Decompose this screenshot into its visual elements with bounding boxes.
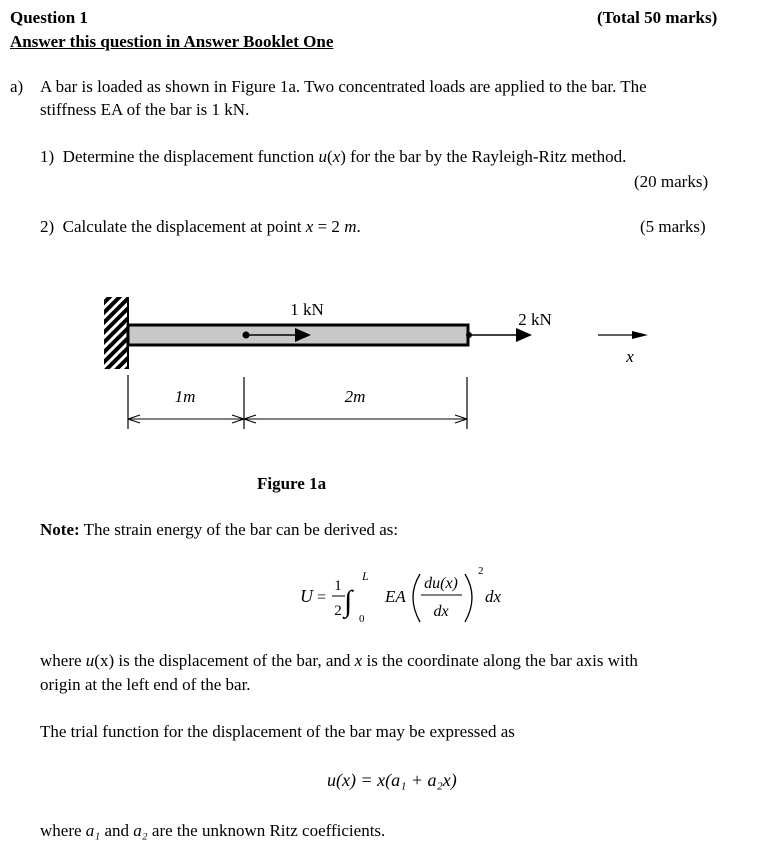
- where-word: where: [40, 651, 86, 670]
- where-u: u: [85, 651, 95, 670]
- task-2-eq: = 2: [313, 217, 345, 236]
- eq-integral-sign: ∫: [344, 585, 353, 618]
- task-1: [40, 146, 626, 168]
- eq-half-num: 1: [334, 578, 342, 594]
- question-title: Question 1: [10, 8, 88, 27]
- fixed-wall: [104, 297, 128, 369]
- task-2-number: 2): [40, 217, 55, 236]
- eq-paren-left: [413, 574, 420, 622]
- task-2-dot: .: [356, 217, 361, 236]
- eq-U: U: [300, 586, 313, 606]
- coeff-where: where: [40, 821, 86, 840]
- strain-energy-equation: [290, 560, 520, 630]
- trial-formula: u(x) = x(a₁ + a₂x): [327, 770, 457, 790]
- task-1-paren-open: (: [327, 147, 333, 166]
- eq-du: du(x): [424, 575, 458, 592]
- part-a-label: a): [10, 77, 24, 96]
- part-a-line-1: A bar is loaded as shown in Figure 1a. Two concentrated loads are applied to the bar. The: [40, 77, 647, 96]
- figure-1a: [0, 285, 778, 445]
- eq-power: 2: [478, 565, 484, 577]
- task-1-text-post: for the bar by the Rayleigh-Ritz method.: [345, 147, 627, 166]
- task-1-number: 1): [40, 147, 55, 166]
- load-1-label: 1 kN: [290, 300, 324, 319]
- load-2-arrow-head: [516, 328, 532, 342]
- note-line: [40, 519, 398, 541]
- where-ux: (x): [94, 651, 115, 670]
- dimension-1-label: 1m: [174, 387, 196, 406]
- total-marks: (Total 50 marks): [597, 8, 718, 27]
- coeff-and: and: [100, 821, 134, 840]
- load-2-label: 2 kN: [518, 310, 552, 329]
- eq-equals: =: [317, 589, 327, 606]
- task-2-var: x: [305, 217, 314, 236]
- where-x: x: [354, 651, 363, 670]
- answer-instruction: Answer this question in Answer Booklet One: [10, 32, 334, 51]
- trial-text: The trial function for the displacement of the bar may be expressed as: [40, 722, 515, 741]
- task-1-arg: x: [332, 147, 341, 166]
- eq-half-den: 2: [334, 603, 342, 619]
- coeff-rest: are the unknown Ritz coefficients.: [147, 821, 386, 840]
- coefficients-line: [40, 820, 385, 842]
- eq-dx-den: dx: [433, 603, 449, 620]
- eq-EA: EA: [385, 587, 406, 606]
- part-a-line-2: stiffness EA of the bar is 1 kN.: [40, 100, 250, 119]
- task-1-func: u: [318, 147, 328, 166]
- task-2-text-pre: Calculate the displacement at point: [62, 217, 306, 236]
- task-1-text-pre: Determine the displacement function: [62, 147, 319, 166]
- dimension-2-label: 2m: [344, 387, 366, 406]
- task-2-unit: m: [344, 217, 357, 236]
- figure-caption: Figure 1a: [257, 474, 327, 493]
- where-line-2: origin at the left end of the bar.: [40, 675, 251, 694]
- eq-lower-limit: 0: [359, 613, 365, 625]
- eq-paren-right: [465, 574, 472, 622]
- task-1-paren-close: ): [340, 147, 346, 166]
- eq-dx: dx: [485, 587, 502, 606]
- where-mid: is the displacement of the bar, and: [114, 651, 355, 670]
- note-label: Note:: [40, 520, 80, 539]
- coeff-a1: a₁: [85, 821, 101, 840]
- note-text: The strain energy of the bar can be derived as:: [79, 520, 399, 539]
- where-end: is the coordinate along the bar axis with: [362, 651, 638, 670]
- task-1-marks: (20 marks): [634, 172, 709, 191]
- x-axis-label: x: [626, 347, 634, 366]
- where-line-1: [40, 650, 638, 672]
- coeff-a2: a₂: [133, 821, 148, 840]
- eq-upper-limit: L: [362, 569, 369, 583]
- x-axis-arrow-head: [632, 331, 648, 339]
- task-2-marks: (5 marks): [640, 217, 706, 236]
- task-2: [40, 216, 361, 238]
